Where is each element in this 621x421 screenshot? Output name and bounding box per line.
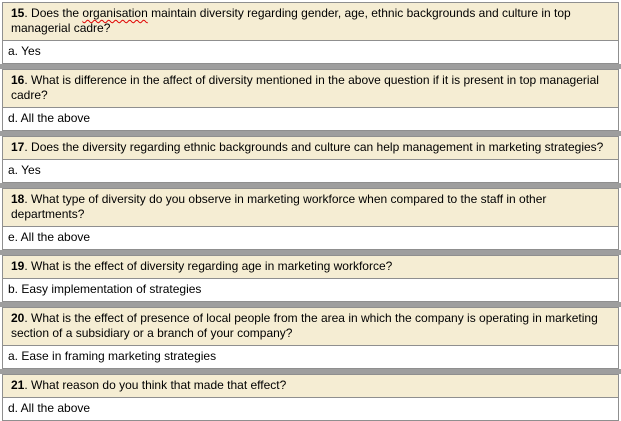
- answer-row: e. All the above: [3, 227, 618, 249]
- qa-section-21: [2, 374, 619, 421]
- question-text: . What type of diversity do you observe in marketing workforce when compared to the staff in other departments?: [11, 192, 547, 221]
- question-row: [3, 70, 618, 108]
- qa-section-15: [2, 2, 619, 64]
- answer-row: a. Yes: [3, 41, 618, 63]
- answer-row: a. Yes: [3, 160, 618, 182]
- question-number: 18: [11, 192, 25, 206]
- question-text: . What is the effect of diversity regarding age in marketing workforce?: [24, 259, 393, 273]
- question-row: [3, 256, 618, 279]
- question-row: [3, 137, 618, 160]
- question-text-continued: maintain diversity regarding gender, age, ethnic backgrounds and culture in top managerial cadre?: [11, 6, 571, 35]
- question-text: . What is difference in the affect of diversity mentioned in the above question if it is present in top managerial cadre?: [11, 73, 599, 102]
- qa-section-19: [2, 255, 619, 302]
- question-number: 17: [11, 140, 25, 154]
- question-text: . Does the diversity regarding ethnic backgrounds and culture can help management in marketing strategies?: [24, 140, 604, 154]
- qa-section-18: [2, 188, 619, 250]
- question-row: [3, 189, 618, 227]
- misspelled-word: organisation: [82, 6, 148, 20]
- answer-row: a. Ease in framing marketing strategies: [3, 346, 618, 368]
- qa-section-16: [2, 69, 619, 131]
- question-number: 20: [11, 311, 25, 325]
- question-text: . What reason do you think that made that effect?: [24, 378, 287, 392]
- question-number: 15: [11, 6, 25, 20]
- question-text: . Does the: [24, 6, 83, 20]
- question-text: . What is the effect of presence of local people from the area in which the company is operating in marketing section of a subsidiary or a branch of your company?: [11, 311, 598, 340]
- answer-row: d. All the above: [3, 108, 618, 130]
- question-row: [3, 308, 618, 346]
- question-row: [3, 3, 618, 41]
- qa-section-20: [2, 307, 619, 369]
- question-number: 19: [11, 259, 25, 273]
- question-number: 16: [11, 73, 25, 87]
- question-number: 21: [11, 378, 25, 392]
- answer-row: d. All the above: [3, 398, 618, 420]
- question-row: [3, 375, 618, 398]
- answer-row: b. Easy implementation of strategies: [3, 279, 618, 301]
- qa-section-17: [2, 136, 619, 183]
